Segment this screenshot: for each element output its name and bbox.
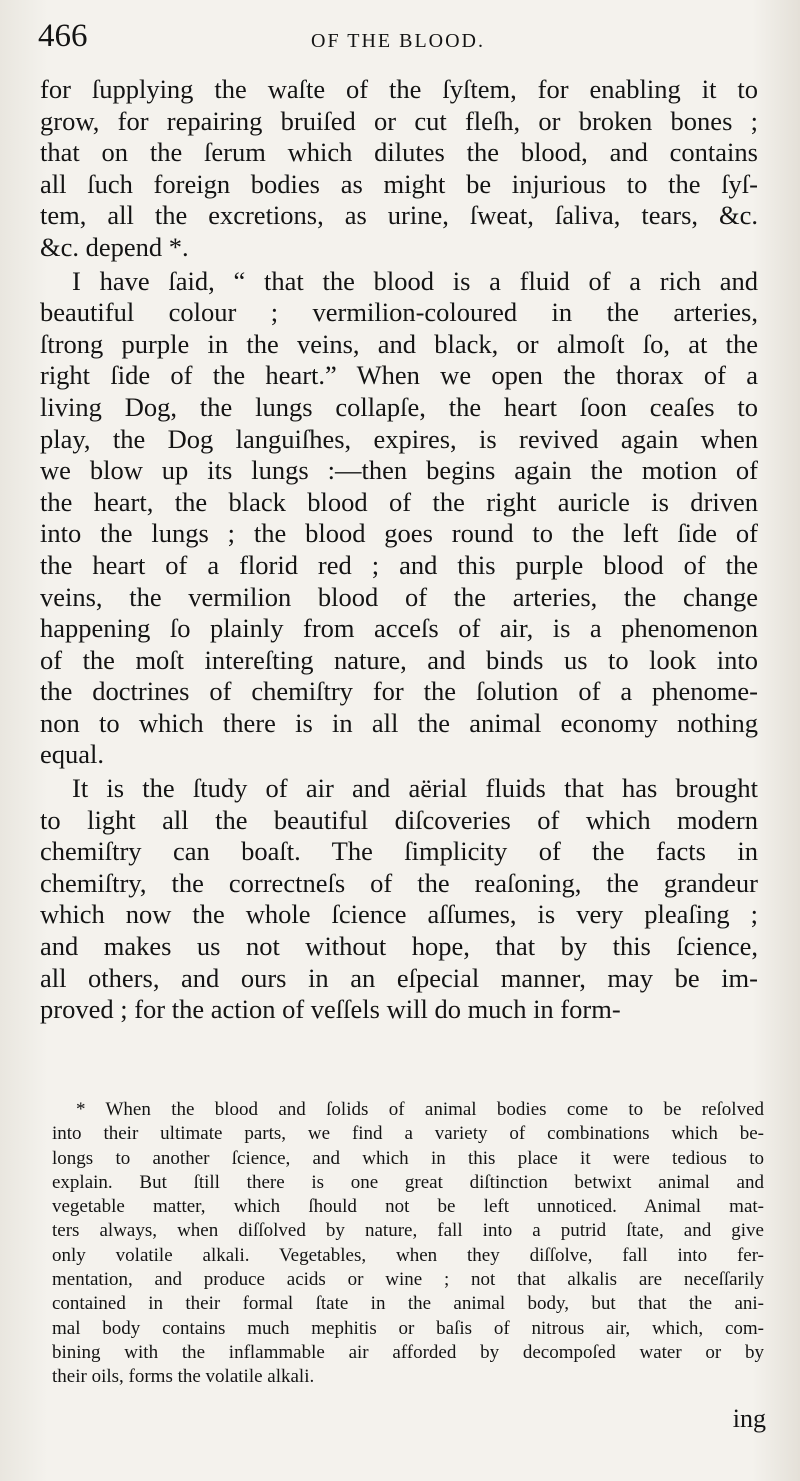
- text-line: for ſupplying the waſte of the ſyſtem, for enabling it to: [40, 74, 758, 104]
- text-line: of the moſt intereſting nature, and binds us to look into: [40, 644, 758, 675]
- footnote-line: * When the blood and ſolids of animal bodies come to be reſolved: [76, 1099, 764, 1120]
- running-title: OF THE BLOOD.: [311, 30, 485, 52]
- paragraph: [40, 773, 758, 1026]
- text-line: I have ſaid, “ that the blood is a fluid of a rich and: [72, 265, 758, 296]
- footnote-line: contained in their formal ſtate in the animal body, but that the ani-: [52, 1293, 764, 1315]
- text-line: right ſide of the heart.” When we open the thorax of a: [40, 360, 758, 391]
- text-line: and makes us not without hope, that by this ſcience,: [40, 931, 758, 962]
- paragraph: [40, 74, 758, 264]
- text-line: we blow up its lungs :—then begins again the motion of: [40, 455, 758, 486]
- footnote-line: longs to another ſcience, and which in this place it were tedious to: [52, 1147, 764, 1169]
- text-line: happening ſo plainly from acceſs of air, is a phenomenon: [40, 613, 758, 644]
- footnote: [52, 1098, 764, 1390]
- footnote-line: ters always, when diſſolved by nature, fall into a putrid ſtate, and give: [52, 1220, 764, 1242]
- footnote-line: vegetable matter, which ſhould not be left unnoticed. Animal mat-: [52, 1196, 764, 1218]
- text-line: equal.: [40, 739, 105, 770]
- text-line: all others, and ours in an eſpecial manner, may be im-: [40, 962, 758, 993]
- catchword: ing: [732, 1404, 766, 1433]
- footnote-line: mal body contains much mephitis or baſis of nitrous air, which, com-: [52, 1317, 764, 1339]
- footnote-line: only volatile alkali. Vegetables, when they diſſolve, fall into fer-: [52, 1244, 764, 1266]
- footnote-line: into their ultimate parts, we find a variety of combinations which be-: [52, 1123, 764, 1145]
- page-header: [38, 14, 758, 54]
- main-text: [40, 74, 758, 1026]
- text-line: which now the whole ſcience aſſumes, is very pleaſing ;: [40, 899, 758, 930]
- text-line: &c. depend *.: [40, 231, 189, 262]
- paragraph: [40, 266, 758, 772]
- text-line: chemiſtry can boaſt. The ſimplicity of the facts in: [40, 836, 758, 867]
- text-line: proved ; for the action of veſſels will do much in form-: [40, 994, 621, 1025]
- text-line: to light all the beautiful diſcoveries of which modern: [40, 804, 758, 835]
- text-line: It is the ſtudy of air and aërial fluids that has brought: [72, 773, 758, 804]
- footnote-line: bining with the inflammable air afforded by decompoſed water or by: [52, 1341, 764, 1363]
- page-number: 466: [38, 18, 88, 54]
- text-line: chemiſtry, the correctneſs of the reaſoning, the grandeur: [40, 867, 758, 898]
- text-line: the doctrines of chemiſtry for the ſolution of a phenome-: [40, 676, 758, 707]
- text-line: non to which there is in all the animal economy nothing: [40, 707, 758, 738]
- text-line: ſtrong purple in the veins, and black, or almoſt ſo, at the: [40, 328, 758, 359]
- footnote-line: mentation, and produce acids or wine ; not that alkalis are neceſſarily: [52, 1269, 764, 1291]
- footnote-line: their oils, forms the volatile alkali.: [52, 1366, 315, 1388]
- text-line: beautiful colour ; vermilion-coloured in the arteries,: [40, 297, 758, 328]
- text-line: all ſuch foreign bodies as might be injurious to the ſyſ-: [40, 168, 758, 199]
- text-line: grow, for repairing bruiſed or cut fleſh, or broken bones ;: [40, 105, 758, 136]
- text-line: living Dog, the lungs collapſe, the heart ſoon ceaſes to: [40, 391, 758, 422]
- text-line: play, the Dog languiſhes, expires, is revived again when: [40, 423, 758, 454]
- footnote-line: explain. But ſtill there is one great diſtinction betwixt animal and: [52, 1171, 764, 1193]
- text-line: into the lungs ; the blood goes round to the left ſide of: [40, 518, 758, 549]
- text-line: the heart, the black blood of the right auricle is driven: [40, 486, 758, 517]
- text-line: that on the ſerum which dilutes the blood, and contains: [40, 137, 758, 168]
- text-line: the heart of a florid red ; and this purple blood of the: [40, 549, 758, 580]
- text-line: veins, the vermilion blood of the arteries, the change: [40, 581, 758, 612]
- text-line: tem, all the excretions, as urine, ſweat, ſaliva, tears, &c.: [40, 200, 758, 231]
